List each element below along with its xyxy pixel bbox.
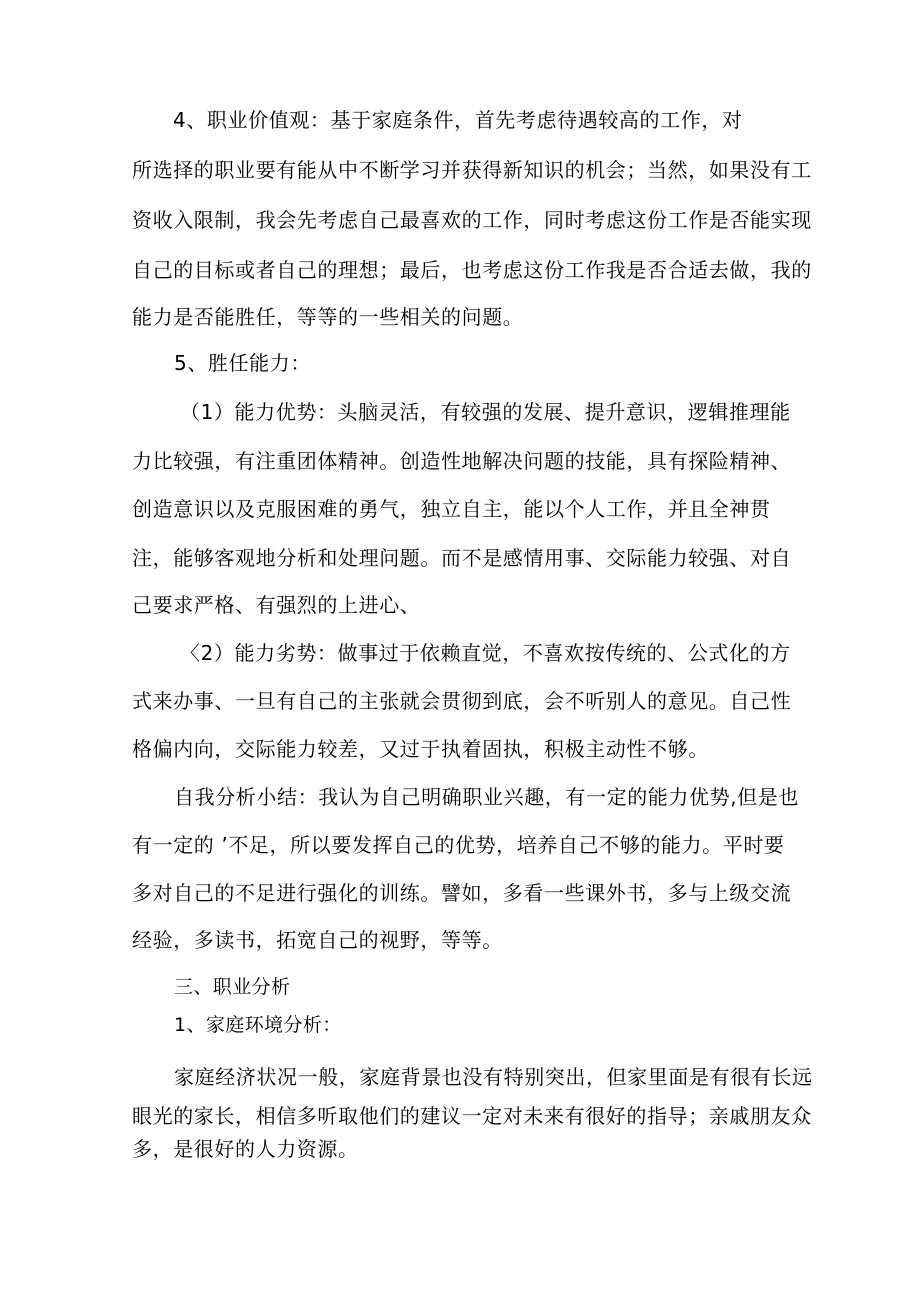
paragraph-line: 有一定的 ’不足，所以要发挥自己的优势，培养自己不够的能力。平时要 bbox=[132, 833, 785, 857]
paragraph-line: 式来办事、一旦有自己的主张就会贯彻到底，会不听别人的意见。自己性 bbox=[132, 689, 792, 713]
section-subheading: 1、家庭环境分析： bbox=[174, 1014, 342, 1036]
paragraph-line: 家庭经济状况一般，家庭背景也没有特别突出，但家里面是有很有长远 bbox=[174, 1065, 813, 1089]
paragraph-line: 眼光的家长，相信多听取他们的建议一定对未来有很好的指导；亲戚朋友众 bbox=[132, 1104, 812, 1128]
paragraph-line: 自我分析小结：我认为自己明确职业兴趣，有一定的能力优势,但是也 bbox=[174, 785, 799, 809]
paragraph-line: 多，是很好的人力资源。 bbox=[132, 1137, 359, 1161]
section-heading: 5、胜任能力： bbox=[174, 351, 311, 375]
paragraph-line: 创造意识以及克服困难的勇气，独立自主，能以个人工作，并且全神贯 bbox=[132, 497, 771, 521]
paragraph-line: 资收入限制，我会先考虑自己最喜欢的工作，同时考虑这份工作是否能实现 bbox=[132, 208, 812, 232]
paragraph-line: 所选择的职业要有能从中不断学习并获得新知识的机会；当然，如果没有工 bbox=[132, 158, 812, 182]
paragraph-line: 自己的目标或者自己的理想；最后，也考虑这份工作我是否合适去做，我的 bbox=[132, 258, 812, 282]
paragraph-line: 4、职业价值观：基于家庭条件，首先考虑待遇较高的工作，对 bbox=[173, 108, 743, 132]
paragraph-line: 己要求严格、有强烈的上进心、 bbox=[132, 593, 421, 617]
paragraph-line: 经验，多读书，拓宽自己的视野，等等。 bbox=[132, 928, 503, 952]
paragraph-line: 注，能够客观地分析和处理问题。而不是感情用事、交际能力较强、对自 bbox=[132, 546, 792, 570]
paragraph-line: 能力是否能胜任，等等的一些相关的问题。 bbox=[132, 305, 524, 329]
paragraph-line: 力比较强，有注重团体精神。创造性地解决问题的技能，具有探险精神、 bbox=[132, 449, 792, 473]
paragraph-line: 〈2）能力劣势：做事过于依赖直觉，不喜欢按传统的、公式化的方 bbox=[180, 641, 791, 665]
paragraph-line: 格偏内向，交际能力较差，又过于执着固执，积极主动性不够。 bbox=[132, 737, 709, 761]
section-heading: 三、职业分析 bbox=[174, 976, 291, 998]
paragraph-line: （1）能力优势：头脑灵活，有较强的发展、提升意识，逻辑推理能 bbox=[180, 400, 791, 424]
paragraph-line: 多对自己的不足进行强化的训练。譬如，多看一些课外书，多与上级交流 bbox=[132, 881, 792, 905]
